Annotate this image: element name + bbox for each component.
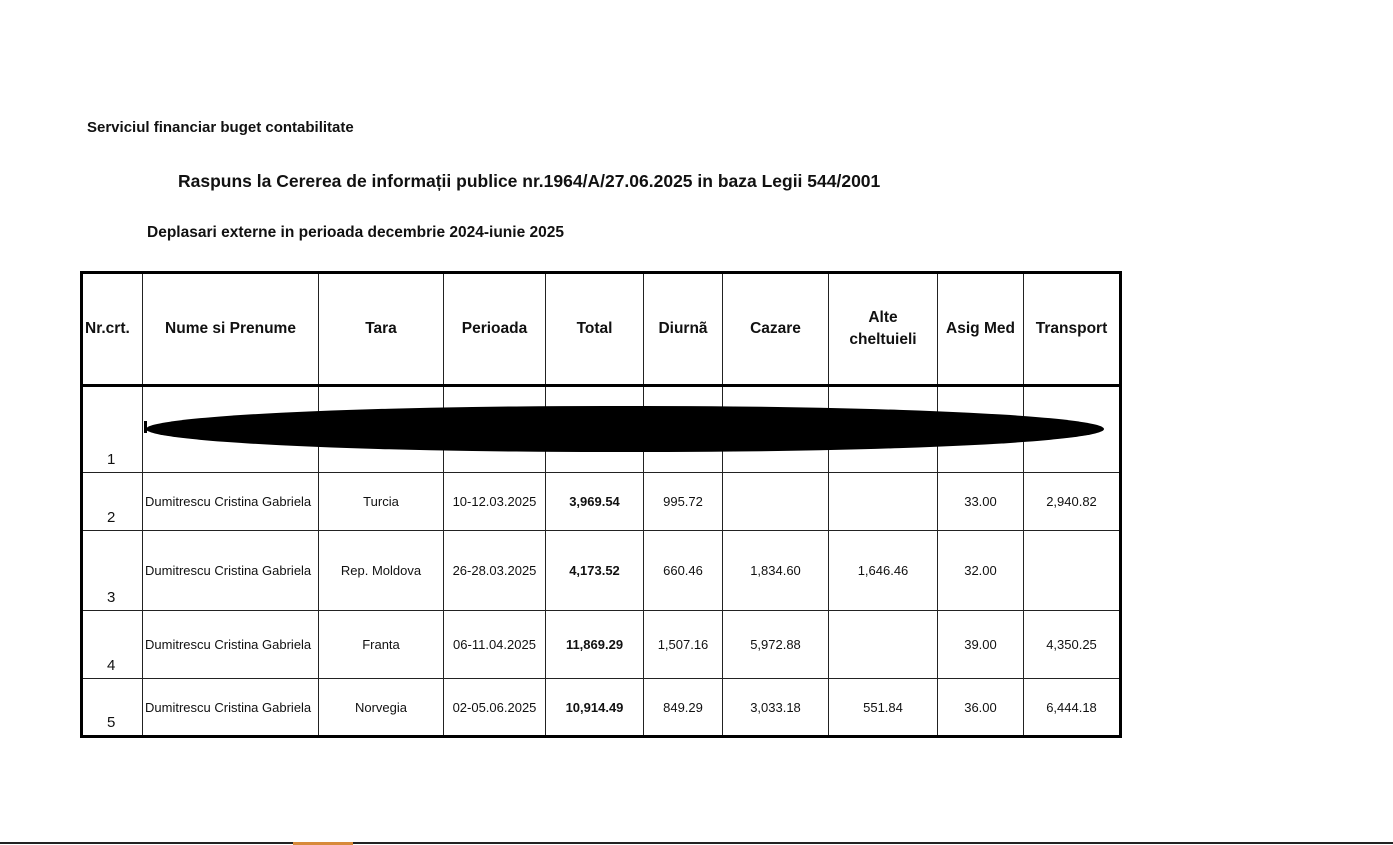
cell-diurna: 849.29 [644,679,723,737]
cell-nr: 4 [82,611,143,679]
cell-perioada: 06-11.04.2025 [444,611,546,679]
department-name: Serviciul financiar buget contabilitate [87,119,354,136]
cell-cazare: 5,972.88 [723,611,829,679]
table-row [82,679,1121,737]
cell-transport: 4,350.25 [1024,611,1121,679]
cell-transport: 6,444.18 [1024,679,1121,737]
cell-cazare: 1,834.60 [723,531,829,611]
cell-name: Dumitrescu Cristina Gabriela [143,473,319,531]
redaction-mark [144,421,147,433]
cell-total: 3,969.54 [546,473,644,531]
cell-cazare [723,473,829,531]
table-header-row [82,273,1121,386]
cell-tara: Norvegia [319,679,444,737]
page-bottom-edge [0,842,1393,844]
table-row [82,531,1121,611]
cell-asig: 32.00 [938,531,1024,611]
document-subtitle: Deplasari externe in perioada decembrie 2024-iunie 2025 [147,224,564,241]
cell-perioada: 02-05.06.2025 [444,679,546,737]
cell-total: 11,869.29 [546,611,644,679]
cell-perioada: 26-28.03.2025 [444,531,546,611]
col-header-name: Nume si Prenume [143,273,319,386]
col-header-tara: Tara [319,273,444,386]
cell-tara: Franta [319,611,444,679]
cell-alte: 551.84 [829,679,938,737]
cell-diurna: 1,507.16 [644,611,723,679]
col-header-diurna: Diurnã [644,273,723,386]
cell-asig: 33.00 [938,473,1024,531]
cell-transport [1024,531,1121,611]
cell-cazare: 3,033.18 [723,679,829,737]
cell-name: Dumitrescu Cristina Gabriela [143,611,319,679]
table-row [82,611,1121,679]
cell-name: Dumitrescu Cristina Gabriela [143,679,319,737]
cell-total: 4,173.52 [546,531,644,611]
cell-diurna: 995.72 [644,473,723,531]
col-header-nr: Nr.crt. [82,273,143,386]
cell-nr: 3 [82,531,143,611]
cell-total: 10,914.49 [546,679,644,737]
document-title: Raspuns la Cererea de informații publice nr.1964/A/27.06.2025 in baza Legii 544/2001 [178,171,881,191]
cell-nr: 1 [82,386,143,473]
cell-nr: 2 [82,473,143,531]
cell-tara: Rep. Moldova [319,531,444,611]
col-header-asig: Asig Med [938,273,1024,386]
cell-alte [829,611,938,679]
col-header-alte: Alte cheltuieli [829,273,938,386]
table-row [82,473,1121,531]
cell-alte: 1,646.46 [829,531,938,611]
cell-nr: 5 [82,679,143,737]
cell-diurna: 660.46 [644,531,723,611]
cell-name: Dumitrescu Cristina Gabriela [143,531,319,611]
col-header-transport: Transport [1024,273,1121,386]
col-header-total: Total [546,273,644,386]
cell-transport: 2,940.82 [1024,473,1121,531]
col-header-perioada: Perioada [444,273,546,386]
cell-asig: 36.00 [938,679,1024,737]
cell-tara: Turcia [319,473,444,531]
cell-alte [829,473,938,531]
travel-expenses-table [80,271,1122,738]
cell-perioada: 10-12.03.2025 [444,473,546,531]
cell-asig: 39.00 [938,611,1024,679]
redaction-bar [146,406,1104,452]
col-header-cazare: Cazare [723,273,829,386]
